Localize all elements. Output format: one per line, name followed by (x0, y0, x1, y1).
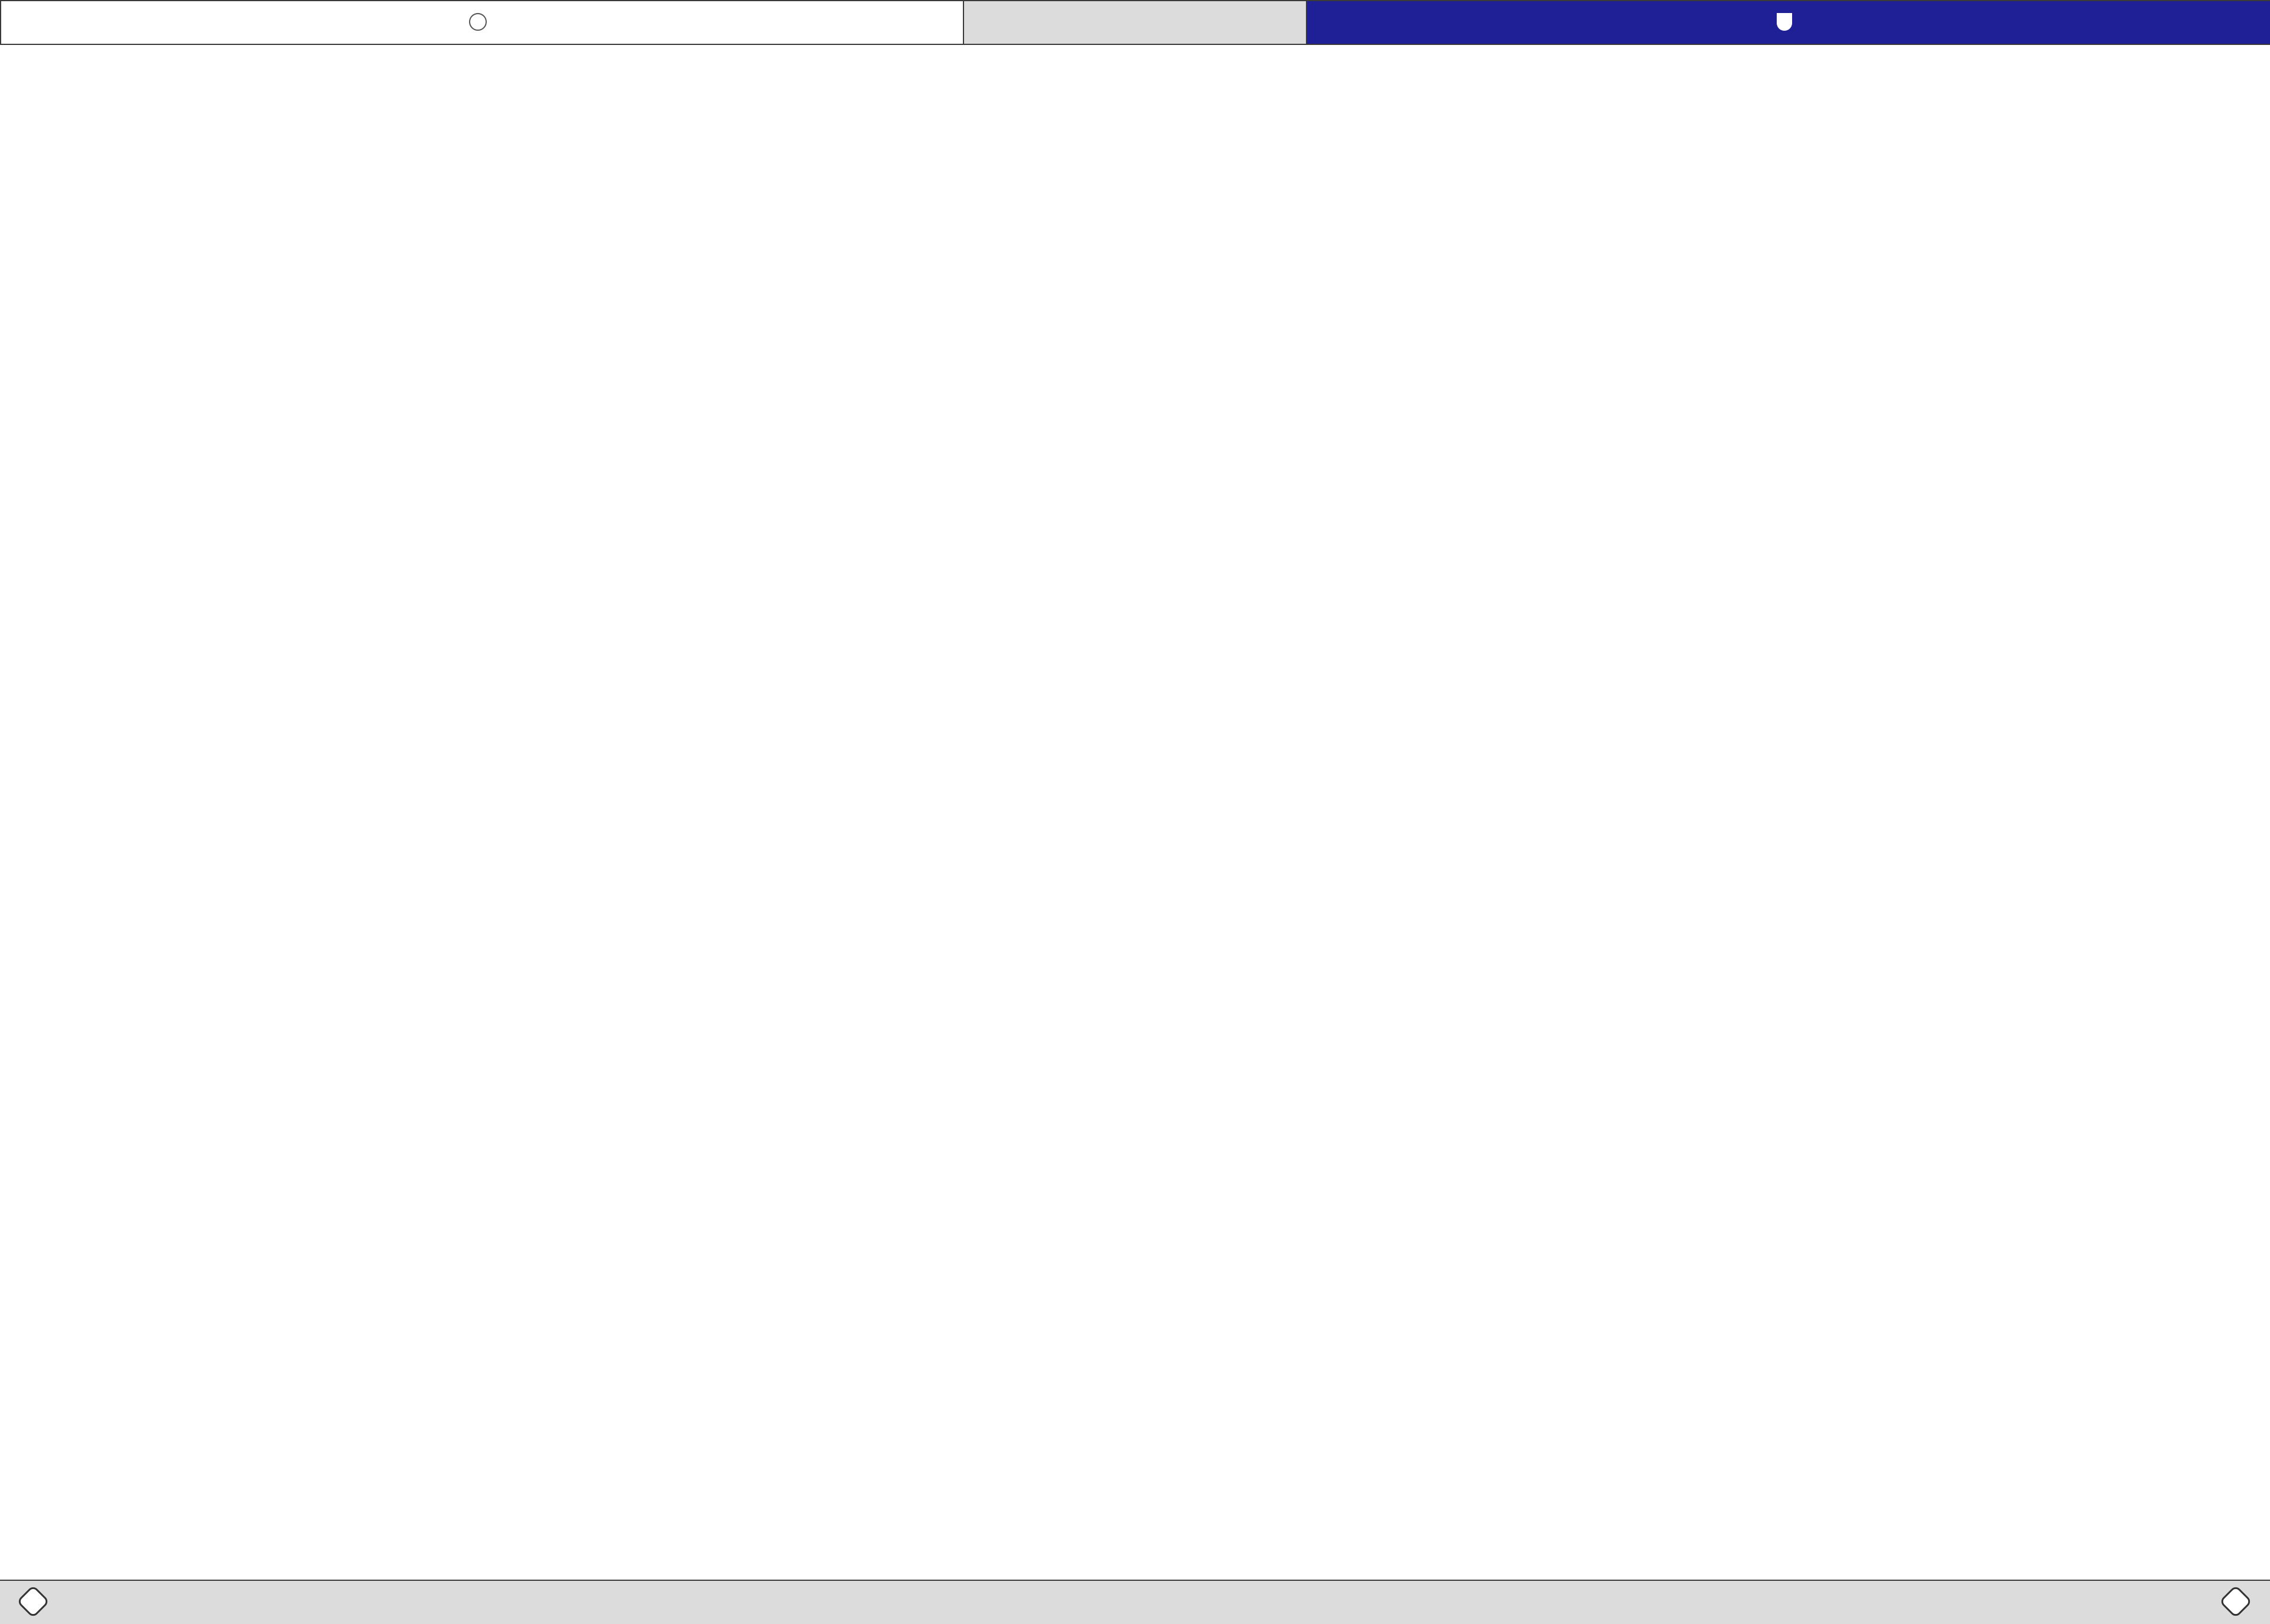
germany-title (1, 1, 963, 44)
top-header-row (0, 0, 2270, 45)
footer-banner (0, 1580, 2270, 1624)
top-block (0, 0, 2270, 350)
player-sections (0, 350, 2270, 1580)
referee-title (963, 1, 1307, 44)
france-crest-icon (1777, 13, 1792, 31)
germany-crest-icon (469, 13, 487, 31)
france-title (1307, 1, 2270, 44)
